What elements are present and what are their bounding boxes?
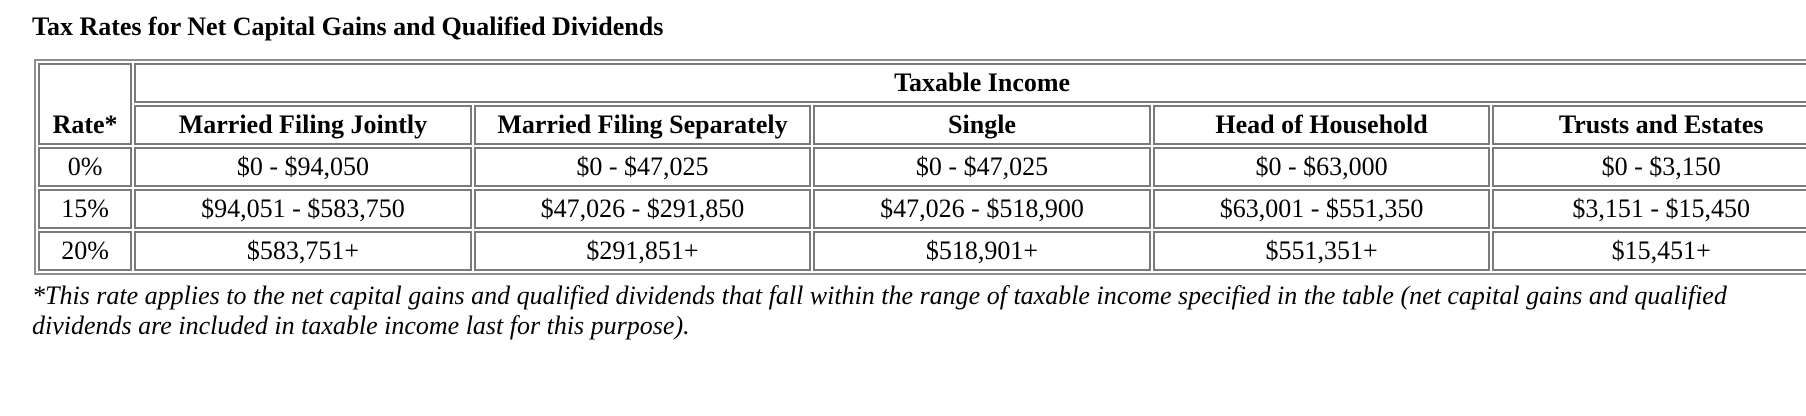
rate-cell: 15%	[38, 189, 132, 229]
table-cell: $3,151 - $15,450	[1492, 189, 1806, 229]
table-row	[38, 147, 1806, 187]
taxable-income-group-header: Taxable Income	[134, 63, 1806, 103]
column-header-trusts-and-estates: Trusts and Estates	[1492, 105, 1806, 145]
table-cell: $291,851+	[474, 231, 812, 271]
table-cell: $0 - $47,025	[474, 147, 812, 187]
column-header-married-filing-jointly: Married Filing Jointly	[134, 105, 472, 145]
column-header-married-filing-separately: Married Filing Separately	[474, 105, 812, 145]
table-cell: $551,351+	[1153, 231, 1491, 271]
table-group-header-row	[38, 63, 1806, 103]
rate-cell: 20%	[38, 231, 132, 271]
tax-rates-table	[34, 59, 1806, 275]
table-cell: $518,901+	[813, 231, 1151, 271]
table-cell: $47,026 - $518,900	[813, 189, 1151, 229]
table-cell: $47,026 - $291,850	[474, 189, 812, 229]
rate-column-header: Rate*	[38, 63, 132, 145]
table-cell: $583,751+	[134, 231, 472, 271]
table-row	[38, 189, 1806, 229]
table-column-header-row	[38, 105, 1806, 145]
table-cell: $0 - $63,000	[1153, 147, 1491, 187]
table-cell: $94,051 - $583,750	[134, 189, 472, 229]
rate-cell: 0%	[38, 147, 132, 187]
table-row	[38, 231, 1806, 271]
table-cell: $0 - $47,025	[813, 147, 1151, 187]
table-cell: $63,001 - $551,350	[1153, 189, 1491, 229]
footnote: *This rate applies to the net capital gains and qualified dividends that fall within the range of taxable income specified in the table (net capital gains and qualified dividends are included in taxable income last for this purpose).	[32, 281, 1727, 340]
column-header-head-of-household: Head of Household	[1153, 105, 1491, 145]
page-title: Tax Rates for Net Capital Gains and Qualified Dividends	[32, 12, 664, 41]
column-header-single: Single	[813, 105, 1151, 145]
table-cell: $15,451+	[1492, 231, 1806, 271]
table-cell: $0 - $94,050	[134, 147, 472, 187]
table-cell: $0 - $3,150	[1492, 147, 1806, 187]
